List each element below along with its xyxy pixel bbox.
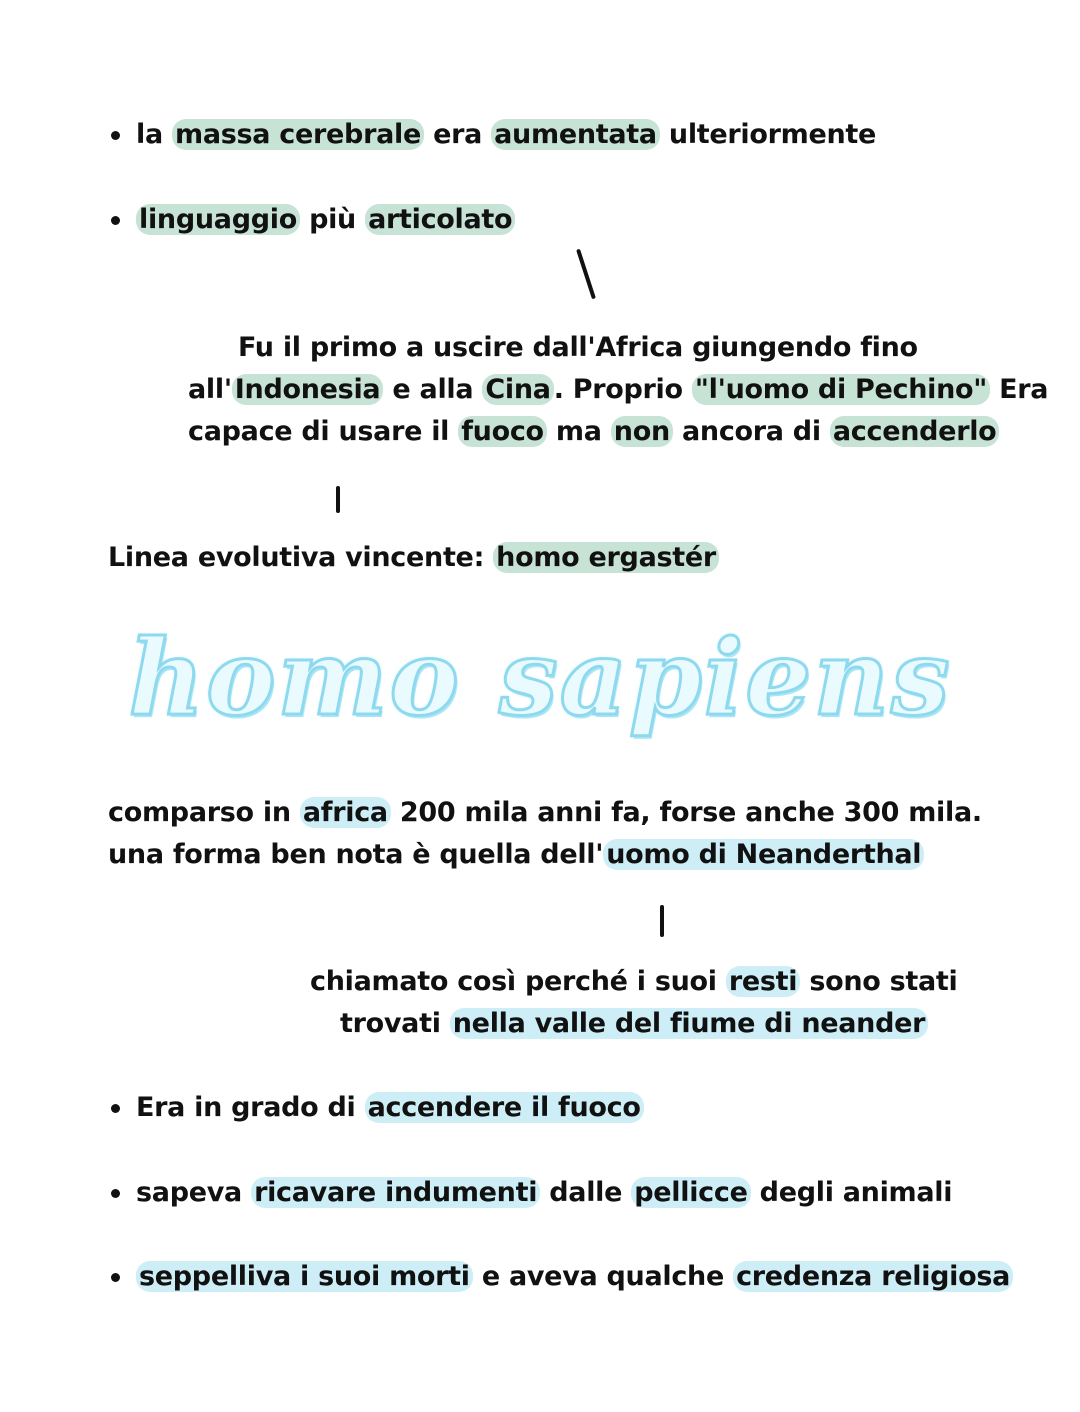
evolution-line <box>108 540 719 576</box>
bullet-dot <box>111 1104 120 1113</box>
highlighted-term: uomo di Neanderthal <box>603 839 924 870</box>
highlighted-term: seppelliva i suoi morti <box>136 1261 473 1292</box>
paragraph-line <box>108 837 924 873</box>
text-segment: Linea evolutiva vincente: <box>108 542 494 573</box>
text-segment: e aveva qualche <box>472 1261 734 1292</box>
bullet-dot <box>111 131 120 140</box>
text-segment: all' <box>188 374 232 405</box>
highlighted-term: fuoco <box>458 416 547 447</box>
text-segment: 200 mila anni fa, forse anche 300 mila. <box>390 797 982 828</box>
highlighted-term: Indonesia <box>232 374 384 405</box>
highlighted-term: massa cerebrale <box>172 119 424 150</box>
highlighted-term: aumentata <box>491 119 660 150</box>
connector-bar <box>336 486 340 513</box>
text-segment: più <box>299 204 366 235</box>
highlighted-term: "l'uomo di Pechino" <box>692 374 990 405</box>
bullet-dot <box>111 1273 120 1282</box>
text-segment: una forma ben nota è quella dell' <box>108 839 604 870</box>
bullet-text <box>136 117 876 153</box>
highlighted-term: resti <box>726 966 800 997</box>
highlighted-term: ricavare indumenti <box>251 1177 540 1208</box>
paragraph-line <box>238 330 918 366</box>
paragraph-line <box>188 414 999 450</box>
bullet-text <box>136 1090 644 1126</box>
bullet-text <box>136 1259 1013 1295</box>
text-segment: sono stati <box>800 966 958 997</box>
highlighted-term: africa <box>300 797 391 828</box>
highlighted-term: nella valle del fiume di neander <box>450 1008 928 1039</box>
highlighted-term: accenderlo <box>830 416 1000 447</box>
text-segment: capace di usare il <box>188 416 459 447</box>
bullet-text <box>136 1175 952 1211</box>
text-segment: Era <box>990 374 1049 405</box>
text-segment: comparso in <box>108 797 300 828</box>
highlighted-term: linguaggio <box>136 204 300 235</box>
highlighted-term: articolato <box>365 204 515 235</box>
bullet-text <box>136 202 515 238</box>
connector-bar <box>660 905 664 937</box>
text-segment: . Proprio <box>553 374 692 405</box>
text-segment: era <box>423 119 492 150</box>
text-segment: la <box>136 119 172 150</box>
paragraph-line <box>310 964 957 1000</box>
text-segment: sapeva <box>136 1177 252 1208</box>
text-segment: trovati <box>340 1008 450 1039</box>
highlighted-term: homo ergastér <box>493 542 719 573</box>
text-segment: degli animali <box>750 1177 953 1208</box>
text-segment: e alla <box>383 374 483 405</box>
highlighted-term: accendere il fuoco <box>365 1092 644 1123</box>
text-segment: Era in grado di <box>136 1092 365 1123</box>
section-title: homo sapiens <box>128 616 952 739</box>
highlighted-term: non <box>611 416 673 447</box>
text-segment: ulteriormente <box>659 119 877 150</box>
bullet-dot <box>111 216 120 225</box>
text-segment: dalle <box>540 1177 632 1208</box>
highlighted-term: credenza religiosa <box>733 1261 1013 1292</box>
text-segment: Fu il primo a uscire dall'Africa giungendo fino <box>238 332 918 363</box>
bullet-dot <box>111 1189 120 1198</box>
paragraph-line <box>188 372 1048 408</box>
highlighted-term: pellicce <box>631 1177 750 1208</box>
connector-slash <box>576 249 596 300</box>
text-segment: ma <box>546 416 611 447</box>
paragraph-line <box>108 795 982 831</box>
paragraph-line <box>340 1006 928 1042</box>
text-segment: ancora di <box>672 416 830 447</box>
highlighted-term: Cina <box>482 374 553 405</box>
text-segment: chiamato così perché i suoi <box>310 966 726 997</box>
